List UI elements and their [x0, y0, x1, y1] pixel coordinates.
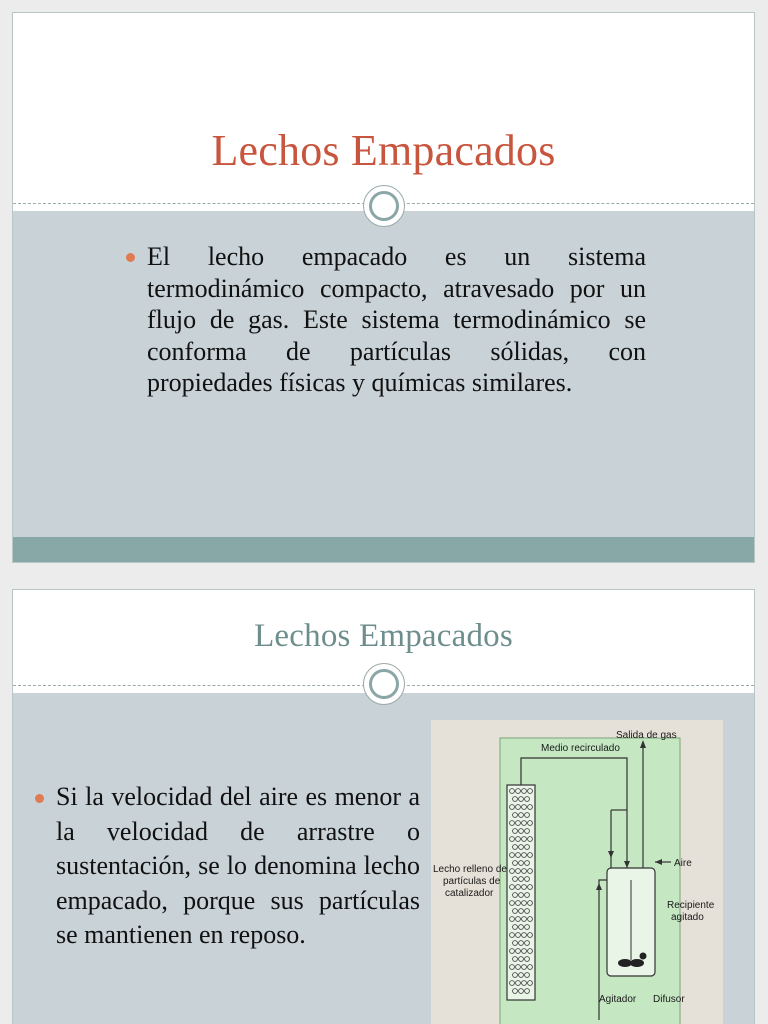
label-air: Aire	[674, 858, 692, 869]
bottom-band	[13, 537, 754, 563]
label-bed-1: Lecho relleno de	[433, 864, 507, 875]
slide-1	[12, 12, 755, 563]
slide-2	[12, 589, 755, 1024]
bullet-text: Si la velocidad del aire es menor a la velocidad de arrastre o sustentación, se lo denomina lecho empacado, porque sus partículas se mantienen en reposo.	[56, 782, 420, 950]
diagram-svg	[431, 720, 723, 1024]
label-bed-2: partículas de	[443, 876, 501, 887]
label-recirculated: Medio recirculado	[541, 743, 620, 754]
bullet-dot-icon	[126, 253, 135, 262]
slide-title: Lechos Empacados	[254, 618, 513, 654]
label-vessel-2: agitado	[671, 912, 704, 923]
bullet-item	[35, 780, 423, 953]
packed-bed-diagram	[431, 720, 723, 1024]
label-diffuser: Difusor	[653, 994, 685, 1005]
bullet-text: El lecho empacado es un sistema termodinámico compacto, atravesado por un flujo de gas. Este sistema termodinámico se conforma de partículas sólidas, con propiedades físicas y químicas similares.	[147, 242, 646, 397]
bullet-item	[126, 241, 646, 399]
label-gas-outlet: Salida de gas	[616, 730, 677, 741]
label-vessel-1: Recipiente	[667, 900, 715, 911]
label-bed-3: catalizador	[445, 888, 494, 899]
slide-title: Lechos Empacados	[211, 126, 556, 175]
label-agitator: Agitador	[599, 994, 637, 1005]
bullet-dot-icon	[35, 794, 44, 803]
circle-ornament-icon	[363, 663, 405, 705]
circle-ornament-icon	[363, 185, 405, 227]
